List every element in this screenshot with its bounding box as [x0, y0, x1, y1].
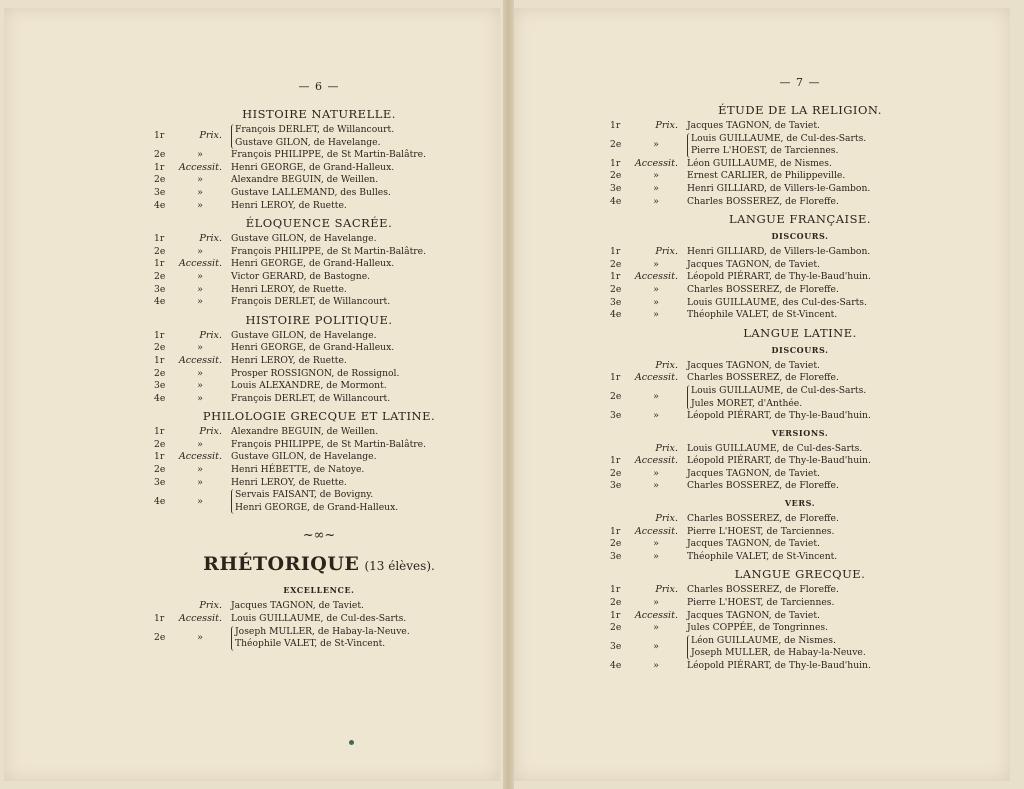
laureate-name: Léopold PIÉRART, de Thy-le-Baud'huin. [687, 410, 871, 422]
award-rank: 2e [610, 597, 622, 609]
laureate-name: Charles BOSSEREZ, de Floreffe. [687, 480, 839, 492]
award-rank: 2e [154, 174, 166, 186]
laureate-name: François PHILIPPE, de St Martin-Balâtre. [231, 245, 427, 257]
award-type: » [653, 480, 659, 492]
award-rank: 1r [610, 525, 621, 537]
award-type: » [197, 186, 203, 198]
award-type: Prix. [199, 329, 222, 341]
award-rank: 2e [610, 138, 622, 150]
award-rank: 2e [154, 367, 166, 379]
award-row [154, 162, 484, 175]
laureate-name: Théophile VALET, de St-Vincent. [687, 309, 838, 321]
award-type: Prix. [655, 513, 678, 525]
page-number: — 7 — [779, 76, 821, 89]
laureate-name: Gustave LALLEMAND, des Bulles. [231, 186, 391, 198]
award-row [154, 439, 484, 452]
award-row [154, 187, 484, 200]
award-row [610, 635, 990, 660]
award-row [154, 393, 484, 406]
award-row [610, 246, 990, 259]
award-row [154, 355, 484, 368]
award-row [154, 246, 484, 259]
award-type: Prix. [199, 130, 222, 142]
section-title: HISTOIRE NATURELLE. [242, 107, 396, 121]
award-type: Prix. [655, 120, 678, 131]
laureate-name: Léon GUILLAUME, de Nismes. [687, 157, 832, 169]
award-row [610, 443, 990, 456]
prize-section [154, 107, 484, 212]
award-rank: 4e [154, 392, 166, 404]
prize-section [610, 428, 990, 493]
award-rank: 1r [154, 258, 165, 270]
award-type: » [197, 283, 203, 295]
laureate-name: Henri GEORGE, de Grand-Halleux. [231, 342, 395, 354]
laureate-name: Prosper ROSSIGNON, de Rossignol. [231, 367, 400, 379]
award-row [610, 271, 990, 284]
award-row [610, 597, 990, 610]
award-type: Accessit. [634, 271, 678, 283]
award-row [610, 196, 990, 209]
laureate-name: Henri HÉBETTE, de Natoye. [231, 464, 365, 476]
laureate-name: Henri GILLIARD, de Villers-le-Gambon. [687, 182, 871, 194]
prize-section [154, 313, 484, 406]
laureate-name: Louis GUILLAUME, de Cul-des-Sarts. [691, 132, 867, 144]
award-row [154, 426, 484, 439]
award-rank: 3e [154, 380, 166, 392]
award-type: Accessit. [178, 258, 222, 270]
award-row [154, 613, 484, 626]
award-row [610, 183, 990, 196]
laureate-name: Louis GUILLAUME, de Cul-des-Sarts. [687, 442, 863, 454]
laureate-name: Joseph MULLER, de Habay-la-Neuve. [235, 625, 410, 637]
prize-section [154, 216, 484, 309]
award-row [154, 368, 484, 381]
award-rank: 2e [610, 538, 622, 550]
award-row [610, 309, 990, 322]
award-type: » [197, 270, 203, 282]
laureate-name: Gustave GILON, de Havelange. [231, 329, 377, 341]
award-rank: 2e [610, 283, 622, 295]
award-type: » [197, 464, 203, 476]
award-row [154, 626, 484, 651]
award-type: Accessit. [178, 451, 222, 463]
award-rank: 2e [610, 258, 622, 270]
laureate-name: Théophile VALET, de St-Vincent. [687, 550, 838, 562]
award-type: Prix. [199, 426, 222, 438]
section-subtitle: DISCOURS. [771, 344, 829, 355]
section-title: LANGUE FRANÇAISE. [728, 212, 871, 227]
award-rank: 1r [154, 354, 165, 366]
right-page-content [610, 76, 990, 673]
award-row [154, 284, 484, 297]
award-rank: 1r [610, 246, 621, 258]
laureate-name: Charles BOSSEREZ, de Floreffe. [687, 372, 839, 384]
award-row [154, 330, 484, 343]
award-type: Accessit. [634, 455, 678, 467]
award-rank: 1r [154, 233, 165, 245]
award-rank: 1r [610, 609, 621, 621]
award-row [154, 489, 484, 514]
section-title: LANGUE LATINE. [743, 325, 857, 340]
award-row [610, 120, 990, 133]
award-rank: 1r [610, 455, 621, 467]
award-row [610, 133, 990, 158]
laureate-name: Léon GUILLAUME, de Nismes. [691, 634, 836, 646]
award-row [154, 464, 484, 477]
right-sections [610, 103, 990, 673]
award-row [610, 372, 990, 385]
award-type: Accessit. [634, 372, 678, 384]
award-type: » [653, 182, 659, 194]
award-rank: 4e [610, 660, 622, 671]
award-rank: 1r [154, 613, 165, 625]
tied-names-brace [687, 385, 866, 410]
laureate-name: Henri GILLIARD, de Villers-le-Gambon. [687, 246, 871, 258]
award-type: » [653, 283, 659, 295]
award-row [154, 124, 484, 149]
laureate-name: Henri GEORGE, de Grand-Halleux. [231, 161, 395, 173]
award-type: » [653, 467, 659, 479]
award-rank: 1r [610, 584, 621, 596]
section-title: LANGUE GRECQUE. [734, 567, 866, 582]
award-type: Accessit. [178, 613, 222, 625]
laureate-name: Jacques TAGNON, de Taviet. [687, 120, 820, 131]
laureate-name: Henri LEROY, de Ruette. [231, 476, 347, 488]
award-rank: 2e [154, 631, 166, 643]
laureate-name: Charles BOSSEREZ, de Floreffe. [687, 195, 839, 207]
laureate-name: Jacques TAGNON, de Taviet. [231, 600, 364, 612]
award-rank: 4e [154, 495, 166, 507]
laureate-name: François DERLET, de Willancourt. [235, 124, 395, 135]
section-subtitle: DISCOURS. [771, 231, 829, 242]
laureate-name: Jacques TAGNON, de Taviet. [687, 609, 820, 621]
laureate-name: Alexandre BEGUIN, de Weillen. [231, 174, 379, 186]
award-type: Accessit. [178, 354, 222, 366]
award-type: Accessit. [634, 157, 678, 169]
award-type: » [197, 380, 203, 392]
award-type: » [653, 597, 659, 609]
laureate-name: Henri LEROY, de Ruette. [231, 354, 347, 366]
laureate-name: Alexandre BEGUIN, de Weillen. [231, 426, 379, 438]
award-rank: 4e [610, 309, 622, 321]
laureate-name: Ernest CARLIER, de Philippeville. [687, 170, 846, 182]
award-rank: 3e [154, 283, 166, 295]
award-rank: 2e [154, 342, 166, 354]
left-page [4, 8, 500, 781]
section-title: ÉLOQUENCE SACRÉE. [245, 216, 393, 231]
laureate-name: Théophile VALET, de St-Vincent. [235, 638, 386, 650]
award-rank: 1r [610, 372, 621, 384]
rhetorique-heading [154, 553, 484, 575]
award-type: Accessit. [634, 525, 678, 537]
award-rank: 3e [610, 410, 622, 422]
laureate-name: Louis GUILLAUME, des Cul-des-Sarts. [687, 296, 867, 308]
award-type: » [653, 538, 659, 550]
page-number: — 6 — [298, 80, 340, 93]
award-type: » [197, 245, 203, 257]
award-type: » [653, 550, 659, 562]
prize-section [610, 498, 990, 563]
award-type: Accessit. [634, 609, 678, 621]
laureate-name: Henri GEORGE, de Grand-Halleux. [231, 258, 395, 270]
section-title: ÉTUDE DE LA RELIGION. [718, 103, 882, 117]
award-type: Prix. [199, 233, 222, 245]
award-type: » [653, 296, 659, 308]
award-type: » [653, 258, 659, 270]
laureate-name: François PHILIPPE, de St Martin-Balâtre. [231, 438, 427, 450]
laureate-name: Charles BOSSEREZ, de Floreffe. [687, 584, 839, 596]
award-rank: 2e [610, 170, 622, 182]
award-rank: 1r [154, 451, 165, 463]
award-type: » [197, 438, 203, 450]
award-type: » [197, 199, 203, 211]
award-row [610, 410, 990, 423]
award-row [154, 271, 484, 284]
laureate-name: Pierre L'HOEST, de Tarciennes. [687, 525, 835, 537]
book-gutter [503, 0, 514, 789]
award-rank: 2e [610, 622, 622, 634]
section-title: HISTOIRE POLITIQUE. [245, 312, 393, 327]
laureate-name: Léopold PIÉRART, de Thy-le-Baud'huin. [687, 455, 871, 467]
award-row [154, 258, 484, 271]
award-type: » [653, 138, 659, 150]
award-row [610, 660, 990, 673]
laureate-name: Louis GUILLAUME, de Cul-des-Sarts. [691, 384, 867, 396]
award-rank: 2e [154, 245, 166, 257]
award-rank: 1r [610, 120, 621, 131]
laureate-name: Jules COPPÉE, de Tongrinnes. [687, 622, 829, 634]
laureate-name: Jacques TAGNON, de Taviet. [687, 258, 820, 270]
award-rank: 1r [154, 329, 165, 341]
award-rank: 2e [154, 464, 166, 476]
award-type: Accessit. [178, 161, 222, 173]
award-type: Prix. [655, 584, 678, 596]
laureate-name: Jacques TAGNON, de Taviet. [687, 359, 820, 371]
award-rank: 2e [154, 149, 166, 161]
award-row [154, 233, 484, 246]
laureate-name: Pierre L'HOEST, de Tarciennes. [691, 145, 839, 157]
award-row [610, 513, 990, 526]
laureate-name: Gustave GILON, de Havelange. [235, 136, 381, 148]
award-type: » [197, 342, 203, 354]
section-subtitle: VERS. [784, 498, 816, 509]
award-rank: 3e [610, 550, 622, 562]
rhetorique-title: RHÉTORIQUE [203, 553, 360, 576]
laureate-name: Jacques TAGNON, de Taviet. [687, 467, 820, 479]
award-type: » [653, 391, 659, 403]
award-row [610, 526, 990, 539]
tied-names-brace [231, 489, 398, 514]
prize-section [610, 103, 990, 208]
laureate-name: Gustave GILON, de Havelange. [231, 451, 377, 463]
award-row [610, 360, 990, 373]
award-type: » [653, 309, 659, 321]
award-rank: 3e [610, 182, 622, 194]
award-row [610, 622, 990, 635]
award-row [610, 385, 990, 410]
ink-spot [349, 740, 354, 745]
award-type: » [653, 641, 659, 653]
award-type: » [197, 174, 203, 186]
excellence-title: EXCELLENCE. [283, 585, 355, 596]
award-rank: 1r [154, 130, 165, 142]
award-rank: 4e [154, 199, 166, 211]
award-row [610, 259, 990, 272]
award-row [610, 468, 990, 481]
award-row [154, 149, 484, 162]
award-rank: 3e [154, 476, 166, 488]
left-sections [154, 107, 484, 514]
laureate-name: Léopold PIÉRART, de Thy-le-Baud'huin. [687, 271, 871, 283]
award-type: » [197, 392, 203, 404]
award-row [154, 600, 484, 613]
award-row [154, 296, 484, 309]
award-rank: 1r [610, 157, 621, 169]
award-type: » [653, 170, 659, 182]
award-row [610, 158, 990, 171]
award-row [154, 380, 484, 393]
award-rank: 1r [154, 426, 165, 438]
left-page-content [154, 80, 484, 651]
award-type: » [197, 149, 203, 161]
laureate-name: Servais FAISANT, de Bovigny. [235, 489, 374, 501]
award-row [610, 551, 990, 564]
laureate-name: Louis GUILLAUME, de Cul-des-Sarts. [231, 613, 407, 625]
award-rank: 3e [610, 296, 622, 308]
award-rank: 2e [154, 438, 166, 450]
section-title: PHILOLOGIE GRECQUE ET LATINE. [202, 409, 436, 424]
laureate-name: Pierre L'HOEST, de Tarciennes. [687, 597, 835, 609]
laureate-name: Charles BOSSEREZ, de Floreffe. [687, 513, 839, 525]
award-rank: 2e [610, 467, 622, 479]
award-type: » [653, 195, 659, 207]
award-type: Prix. [655, 442, 678, 454]
laureate-name: François DERLET, de Willancourt. [231, 392, 391, 404]
award-type: Prix. [655, 246, 678, 258]
laureate-name: Henri LEROY, de Ruette. [231, 199, 347, 211]
award-row [154, 451, 484, 464]
award-type: » [197, 367, 203, 379]
laureate-name: François PHILIPPE, de St Martin-Balâtre. [231, 149, 427, 161]
prize-section [610, 567, 990, 672]
award-row [154, 477, 484, 490]
award-type: Prix. [199, 600, 222, 612]
laureate-name: Henri GEORGE, de Grand-Halleux. [235, 501, 399, 513]
award-row [610, 480, 990, 493]
award-row [610, 584, 990, 597]
award-row [610, 538, 990, 551]
tied-names-brace [231, 124, 394, 149]
award-rank: 3e [610, 641, 622, 653]
prize-section [154, 409, 484, 514]
award-type: » [197, 476, 203, 488]
laureate-name: Charles BOSSEREZ, de Floreffe. [687, 283, 839, 295]
section-subtitle: VERSIONS. [771, 427, 829, 438]
rhetorique-count: (13 élèves). [364, 559, 435, 574]
excellence-list [154, 600, 484, 650]
award-type: » [197, 631, 203, 643]
award-row [154, 174, 484, 187]
award-type: » [653, 622, 659, 634]
award-rank: 2e [154, 270, 166, 282]
award-row [610, 455, 990, 468]
award-rank: 4e [154, 296, 166, 308]
award-row [610, 170, 990, 183]
award-rank: 2e [610, 391, 622, 403]
tied-names-brace [687, 635, 866, 660]
award-type: » [653, 660, 659, 671]
award-row [154, 342, 484, 355]
award-type: » [197, 296, 203, 308]
award-type: » [653, 410, 659, 422]
award-row [610, 610, 990, 623]
award-row [154, 200, 484, 213]
laureate-name: Jacques TAGNON, de Taviet. [687, 538, 820, 550]
award-type: Prix. [655, 359, 678, 371]
award-rank: 4e [610, 195, 622, 207]
laureate-name: Louis ALEXANDRE, de Mormont. [231, 380, 387, 392]
laureate-name: François DERLET, de Willancourt. [231, 296, 391, 308]
prize-section [610, 212, 990, 322]
prize-section [610, 326, 990, 423]
award-type: » [197, 495, 203, 507]
right-page [514, 8, 1010, 781]
tied-names-brace [687, 133, 866, 158]
award-rank: 1r [154, 161, 165, 173]
ornament-flourish: ~∞~ [302, 528, 336, 544]
award-rank: 1r [610, 271, 621, 283]
award-rank: 3e [610, 480, 622, 492]
award-row [610, 284, 990, 297]
laureate-name: Joseph MULLER, de Habay-la-Neuve. [691, 647, 866, 659]
award-row [610, 297, 990, 310]
award-rank: 3e [154, 186, 166, 198]
laureate-name: Jules MORET, d'Anthée. [691, 397, 803, 409]
laureate-name: Henri LEROY, de Ruette. [231, 283, 347, 295]
laureate-name: Léopold PIÉRART, de Thy-le-Baud'huin. [687, 660, 871, 671]
laureate-name: Gustave GILON, de Havelange. [231, 233, 377, 245]
laureate-name: Victor GERARD, de Bastogne. [231, 270, 371, 282]
tied-names-brace [231, 626, 410, 651]
